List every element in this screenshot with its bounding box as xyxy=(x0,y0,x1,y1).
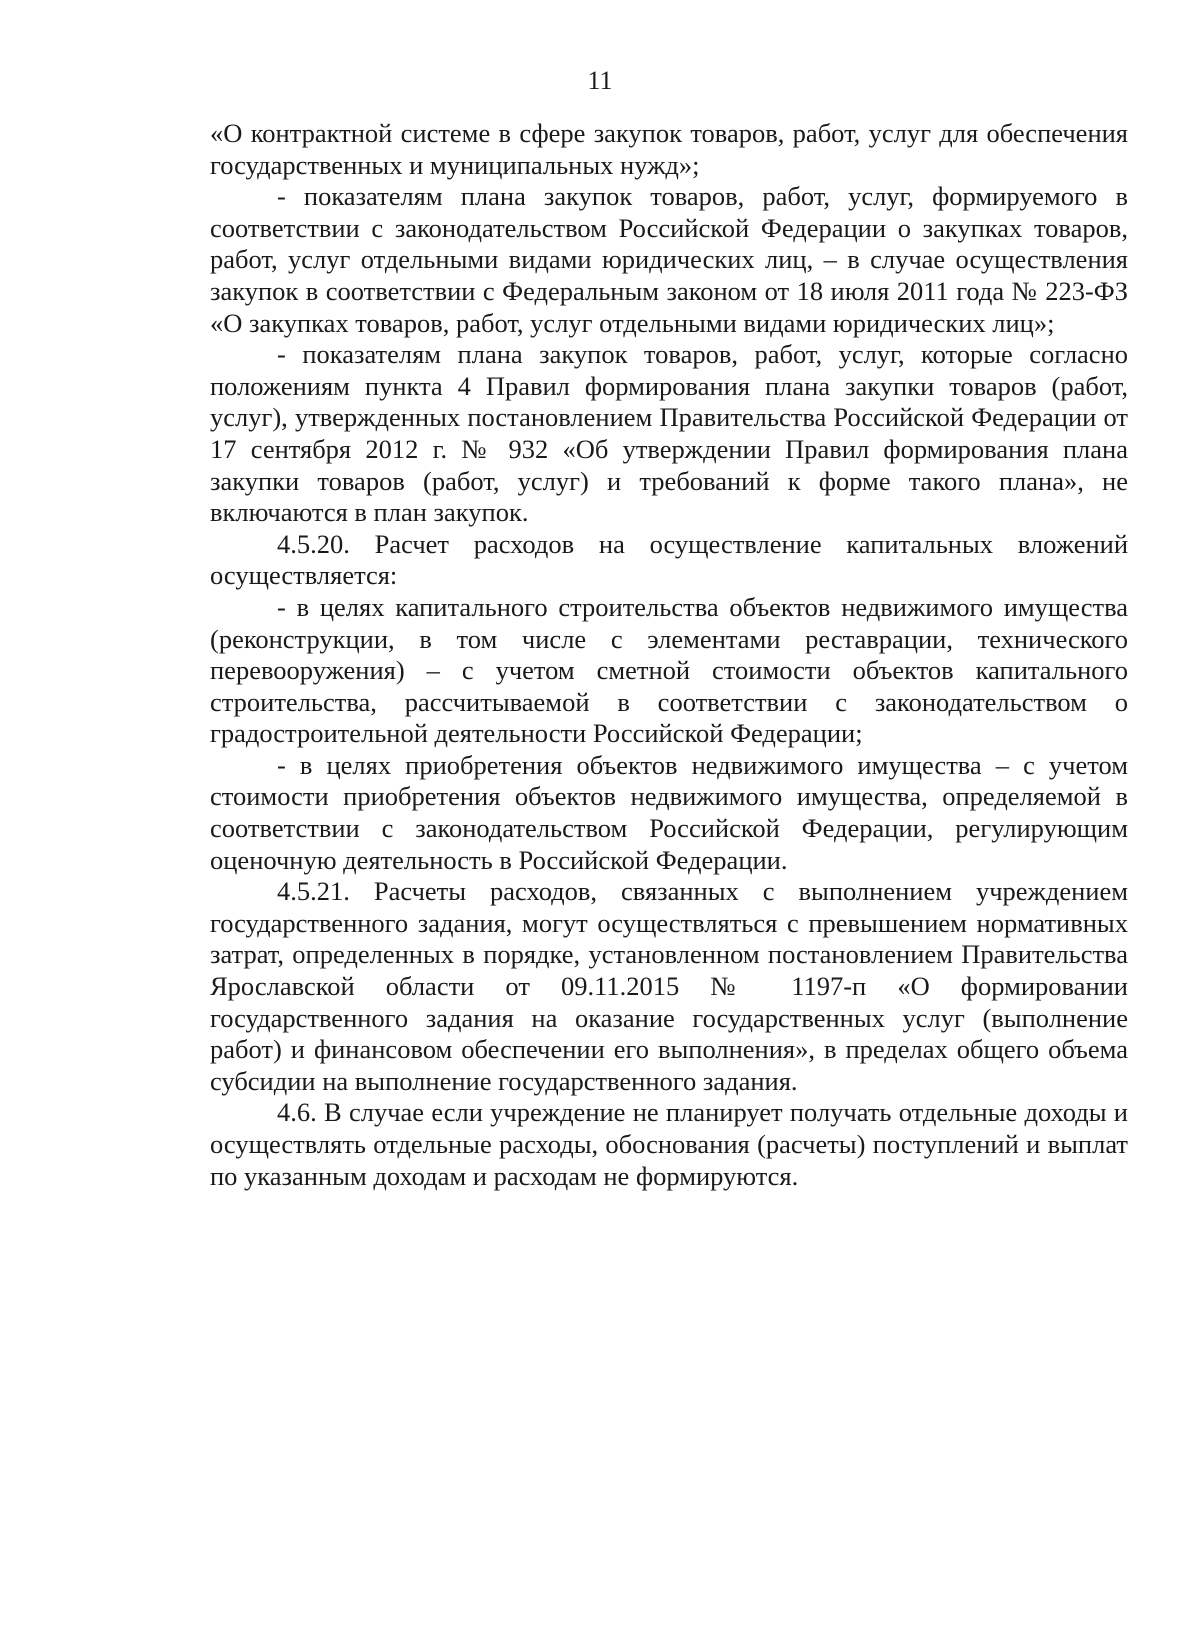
paragraph-procurement-plan-223fz: - показателям плана закупок товаров, работ, услуг, формируемого в соответствии с законодательством Российской Федерации о закупках товаров, работ, услуг отдельными видами юридических лиц, – в случае осуществления закупок в соответствии с Федеральным законом от 18 июля 2011 года № 223-ФЗ «О закупках товаров, работ, услуг отдельными видами юридических лиц»; xyxy=(210,181,1128,338)
paragraph-contract-system-end: «О контрактной системе в сфере закупок товаров, работ, услуг для обеспечения государственных и муниципальных нужд»; xyxy=(210,118,1128,180)
paragraph-procurement-plan-932: - показателям плана закупок товаров, работ, услуг, которые согласно положениям пункта 4 Правил формирования плана закупки товаров (работ, услуг), утвержденных постановлением Правительства Российской Федерации от 17 сентября 2012 г. № 932 «Об утверждении Правил формирования плана закупки товаров (работ, услуг) и требований к форме такого плана», не включаются в план закупок. xyxy=(210,339,1128,528)
paragraph-real-estate-acquisition: - в целях приобретения объектов недвижимого имущества – с учетом стоимости приобретения объектов недвижимого имущества, определяемой в соответствии с законодательством Российской Федерации, регулирующим оценочную деятельность в Российской Федерации. xyxy=(210,749,1128,875)
paragraph-capital-construction: - в целях капитального строительства объектов недвижимого имущества (реконструкции, в том числе с элементами реставрации, технического перевооружения) – с учетом сметной стоимости объектов капитального строительства, рассчитываемой в соответствии с законодательством о градостроительной деятельности Российской Федерации; xyxy=(210,591,1128,749)
paragraph-4-5-21: 4.5.21. Расчеты расходов, связанных с выполнением учреждением государственного задания, могут осуществляться с превышением нормативных затрат, определенных в порядке, установленном постановлением Правительства Ярославской области от 09.11.2015 № 1197-п «О формировании государственного задания на оказание государственных услуг (выполнение работ) и финансовом обеспечении его выполнения», в пределах общего объема субсидии на выполнение государственного задания. xyxy=(210,876,1128,1096)
document-body xyxy=(210,118,1128,1192)
page-number: 11 xyxy=(587,66,613,95)
paragraph-4-5-20: 4.5.20. Расчет расходов на осуществление капитальных вложений осуществляется: xyxy=(210,528,1128,591)
paragraph-4-6: 4.6. В случае если учреждение не планирует получать отдельные доходы и осуществлять отдельные расходы, обоснования (расчеты) поступлений и выплат по указанным доходам и расходам не формируются. xyxy=(210,1097,1128,1191)
